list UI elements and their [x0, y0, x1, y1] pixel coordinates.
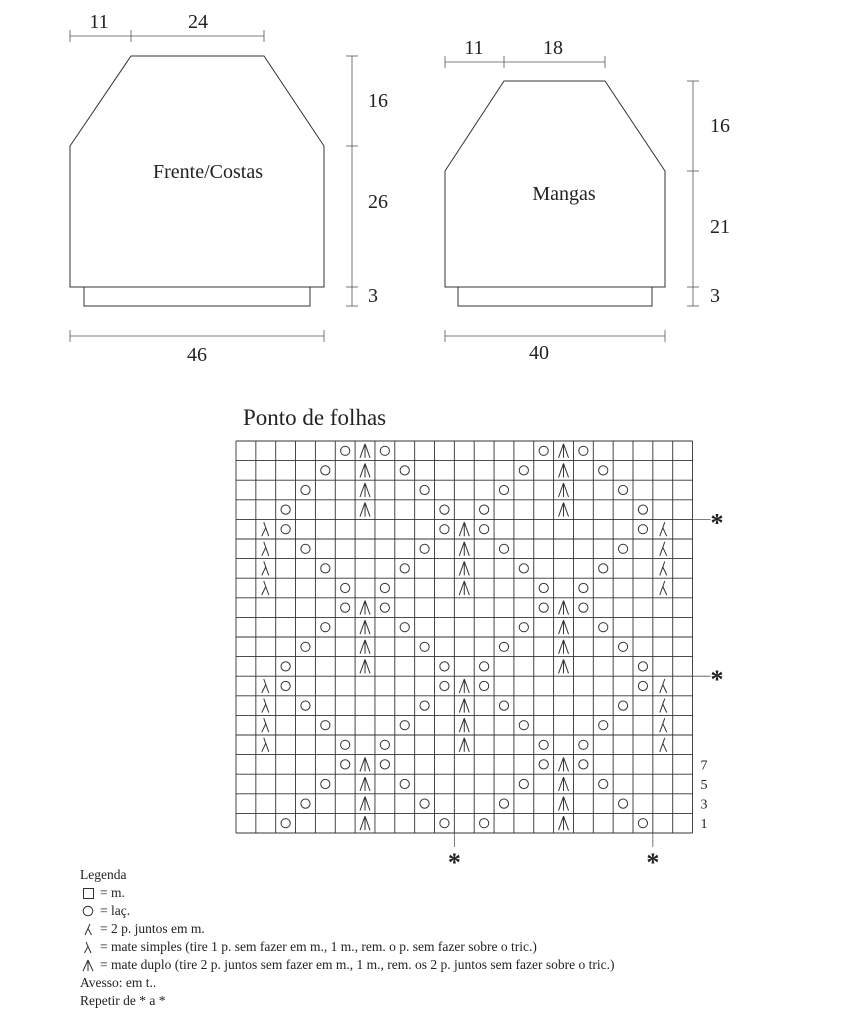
yarnover-symbol	[341, 740, 350, 749]
yarnover-symbol	[341, 583, 350, 592]
yarnover-symbol	[539, 446, 548, 455]
front-right-dimension	[346, 56, 358, 306]
front-dim-top-right: 24	[188, 11, 208, 33]
yarnover-symbol	[281, 525, 290, 534]
yarnover-symbol	[480, 681, 489, 690]
row-number: 7	[700, 758, 708, 774]
yarnover-symbol	[480, 819, 489, 828]
legend-text: = mate duplo (tire 2 p. juntos sem fazer em m., 1 m., rem. os 2 p. juntos sem fazer sobre o tric.)	[100, 957, 615, 972]
yarnover-symbol	[380, 760, 389, 769]
yarnover-symbol	[539, 740, 548, 749]
yarnover-symbol	[321, 466, 330, 475]
ssk-symbol	[262, 738, 269, 752]
double-decrease-symbol	[360, 757, 370, 771]
yarnover-symbol	[519, 721, 528, 730]
double-decrease-symbol	[559, 463, 569, 477]
front-back-schematic	[70, 11, 388, 366]
yarnover-symbol	[499, 642, 508, 651]
yarnover-symbol	[638, 662, 647, 671]
yarnover-symbol	[519, 466, 528, 475]
legend-item-k2tog	[80, 920, 614, 938]
double-decrease-symbol	[459, 738, 469, 752]
yarnover-symbol	[599, 564, 608, 573]
yarnover-symbol	[400, 564, 409, 573]
double-decrease-symbol	[559, 601, 569, 615]
k2tog-symbol	[660, 679, 667, 693]
square-icon	[80, 888, 96, 899]
yarnover-symbol	[440, 525, 449, 534]
double-decrease-symbol	[360, 816, 370, 830]
legend-item-yarnover	[80, 902, 614, 920]
legend-note-repeat: Repetir de * a *	[80, 993, 166, 1008]
circle-icon	[80, 905, 96, 917]
double-decrease-symbol	[559, 777, 569, 791]
yarnover-symbol	[539, 583, 548, 592]
yarnover-symbol	[321, 721, 330, 730]
yarnover-symbol	[519, 564, 528, 573]
double-decrease-symbol	[360, 463, 370, 477]
front-back-label: Frente/Costas	[153, 161, 263, 183]
sleeve-dim-bottom: 40	[529, 342, 549, 364]
sleeve-dim-top-left: 11	[464, 37, 484, 59]
double-decrease-symbol	[559, 659, 569, 673]
double-decrease-symbol	[559, 757, 569, 771]
repeat-asterisk: *	[447, 848, 461, 877]
yarnover-symbol	[480, 525, 489, 534]
yarnover-symbol	[420, 701, 429, 710]
double-decrease-symbol	[360, 640, 370, 654]
yarnover-symbol	[599, 623, 608, 632]
yarnover-symbol	[341, 446, 350, 455]
yarnover-symbol	[499, 485, 508, 494]
yarnover-symbol	[579, 760, 588, 769]
yarnover-symbol	[301, 485, 310, 494]
k2tog-symbol	[660, 699, 667, 713]
yarnover-symbol	[618, 485, 627, 494]
sleeve-ribbing	[458, 287, 652, 306]
k2tog-symbol	[660, 542, 667, 556]
yarnover-symbol	[638, 819, 647, 828]
repeat-asterisk: *	[710, 665, 724, 695]
yarnover-symbol	[301, 799, 310, 808]
yarnover-symbol	[321, 623, 330, 632]
legend-title: Legenda	[80, 867, 127, 882]
double-decrease-symbol	[559, 483, 569, 497]
yarnover-symbol	[440, 505, 449, 514]
yarnover-symbol	[380, 583, 389, 592]
yarnover-symbol	[539, 603, 548, 612]
front-bottom-dimension	[70, 330, 324, 342]
double-decrease-symbol	[459, 561, 469, 575]
yarnover-symbol	[281, 819, 290, 828]
yarnover-symbol	[638, 525, 647, 534]
yarnover-symbol	[281, 505, 290, 514]
yarnover-symbol	[579, 740, 588, 749]
yarnover-symbol	[480, 662, 489, 671]
double-decrease-symbol	[360, 659, 370, 673]
repeat-asterisk: *	[646, 848, 660, 877]
double-decrease-symbol	[559, 444, 569, 458]
yarnover-symbol	[599, 721, 608, 730]
front-back-ribbing	[84, 287, 310, 306]
sleeve-schematic	[445, 37, 730, 364]
ssk-symbol	[262, 718, 269, 732]
yarnover-symbol	[618, 544, 627, 553]
stitch-chart-grid	[236, 441, 693, 833]
sleeve-label: Mangas	[532, 183, 596, 205]
yarnover-symbol	[281, 662, 290, 671]
sleeve-dim-top-right: 18	[543, 37, 563, 59]
yarnover-symbol	[579, 446, 588, 455]
ssk-symbol	[262, 581, 269, 595]
ssk-icon	[80, 941, 96, 954]
yarnover-symbol	[638, 681, 647, 690]
yarnover-symbol	[499, 544, 508, 553]
double-decrease-symbol	[360, 620, 370, 634]
yarnover-symbol	[618, 642, 627, 651]
k2tog-symbol	[660, 738, 667, 752]
yarnover-symbol	[618, 799, 627, 808]
double-decrease-symbol	[559, 797, 569, 811]
row-number: 3	[700, 797, 708, 813]
sleeve-dim-right-mid: 21	[710, 216, 730, 238]
double-decrease-symbol	[459, 718, 469, 732]
yarnover-symbol	[420, 642, 429, 651]
k2tog-symbol	[660, 581, 667, 595]
yarnover-symbol	[420, 544, 429, 553]
k2tog-symbol	[660, 561, 667, 575]
yarnover-symbol	[440, 662, 449, 671]
double-decrease-symbol	[459, 699, 469, 713]
row-number: 5	[700, 778, 708, 793]
yarnover-symbol	[579, 583, 588, 592]
double-decrease-symbol	[360, 444, 370, 458]
sleeve-dim-right-bottom: 3	[710, 285, 720, 307]
yarnover-symbol	[321, 564, 330, 573]
yarnover-symbol	[321, 779, 330, 788]
legend-text: = mate simples (tire 1 p. sem fazer em m., 1 m., rem. o p. sem fazer sobre o tric.)	[100, 939, 537, 954]
double-decrease-symbol	[559, 640, 569, 654]
ssk-symbol	[262, 542, 269, 556]
repeat-asterisk: *	[710, 508, 724, 538]
legend	[80, 866, 614, 1010]
ssk-symbol	[262, 699, 269, 713]
yarnover-symbol	[400, 721, 409, 730]
double-decrease-symbol	[459, 542, 469, 556]
front-dim-right-mid: 26	[368, 191, 388, 213]
yarnover-symbol	[301, 642, 310, 651]
double-decrease-symbol	[559, 503, 569, 517]
yarnover-symbol	[301, 701, 310, 710]
yarnover-symbol	[301, 544, 310, 553]
k2tog-icon	[80, 923, 96, 936]
ssk-symbol	[262, 679, 269, 693]
yarnover-symbol	[380, 446, 389, 455]
yarnover-symbol	[519, 623, 528, 632]
yarnover-symbol	[281, 681, 290, 690]
yarnover-symbol	[440, 681, 449, 690]
double-decrease-symbol	[459, 522, 469, 536]
yarnover-symbol	[380, 603, 389, 612]
ssk-symbol	[262, 522, 269, 536]
yarnover-symbol	[480, 505, 489, 514]
legend-item-knit	[80, 884, 614, 902]
yarnover-symbol	[579, 603, 588, 612]
yarnover-symbol	[638, 505, 647, 514]
yarnover-symbol	[400, 623, 409, 632]
double-decrease-symbol	[559, 620, 569, 634]
yarnover-symbol	[599, 466, 608, 475]
front-dim-top-left: 11	[89, 11, 109, 33]
yarnover-symbol	[400, 779, 409, 788]
legend-item-double-decrease	[80, 956, 614, 974]
sleeve-bottom-dimension	[445, 330, 665, 342]
legend-text: = laç.	[100, 903, 131, 918]
yarnover-symbol	[618, 701, 627, 710]
yarnover-symbol	[400, 466, 409, 475]
yarnover-symbol	[341, 760, 350, 769]
k2tog-symbol	[660, 718, 667, 732]
double-decrease-symbol	[360, 503, 370, 517]
front-dim-bottom: 46	[187, 344, 207, 366]
yarnover-symbol	[519, 779, 528, 788]
row-number: 1	[700, 817, 708, 833]
yarnover-symbol	[599, 779, 608, 788]
legend-text: = 2 p. juntos em m.	[100, 921, 205, 936]
double-decrease-symbol	[559, 816, 569, 830]
k2tog-symbol	[660, 522, 667, 536]
chart-title: Ponto de folhas	[243, 405, 387, 430]
yarnover-symbol	[440, 819, 449, 828]
stitch-chart-annotations	[448, 508, 724, 877]
front-dim-right-top: 16	[368, 90, 388, 112]
yarnover-symbol	[420, 799, 429, 808]
yarnover-symbol	[380, 740, 389, 749]
double-decrease-symbol	[360, 483, 370, 497]
front-dim-right-bottom: 3	[368, 285, 378, 307]
double-decrease-icon	[80, 959, 96, 972]
legend-note-wrong-side: Avesso: em t..	[80, 975, 157, 990]
ssk-symbol	[262, 561, 269, 575]
yarnover-symbol	[341, 603, 350, 612]
yarnover-symbol	[499, 799, 508, 808]
sleeve-right-dimension	[687, 81, 699, 306]
double-decrease-symbol	[459, 679, 469, 693]
sleeve-dim-right-top: 16	[710, 115, 730, 137]
double-decrease-symbol	[360, 601, 370, 615]
legend-item-ssk	[80, 938, 614, 956]
double-decrease-symbol	[360, 777, 370, 791]
double-decrease-symbol	[459, 581, 469, 595]
yarnover-symbol	[539, 760, 548, 769]
yarnover-symbol	[420, 485, 429, 494]
double-decrease-symbol	[360, 797, 370, 811]
legend-text: = m.	[100, 885, 125, 900]
yarnover-symbol	[499, 701, 508, 710]
